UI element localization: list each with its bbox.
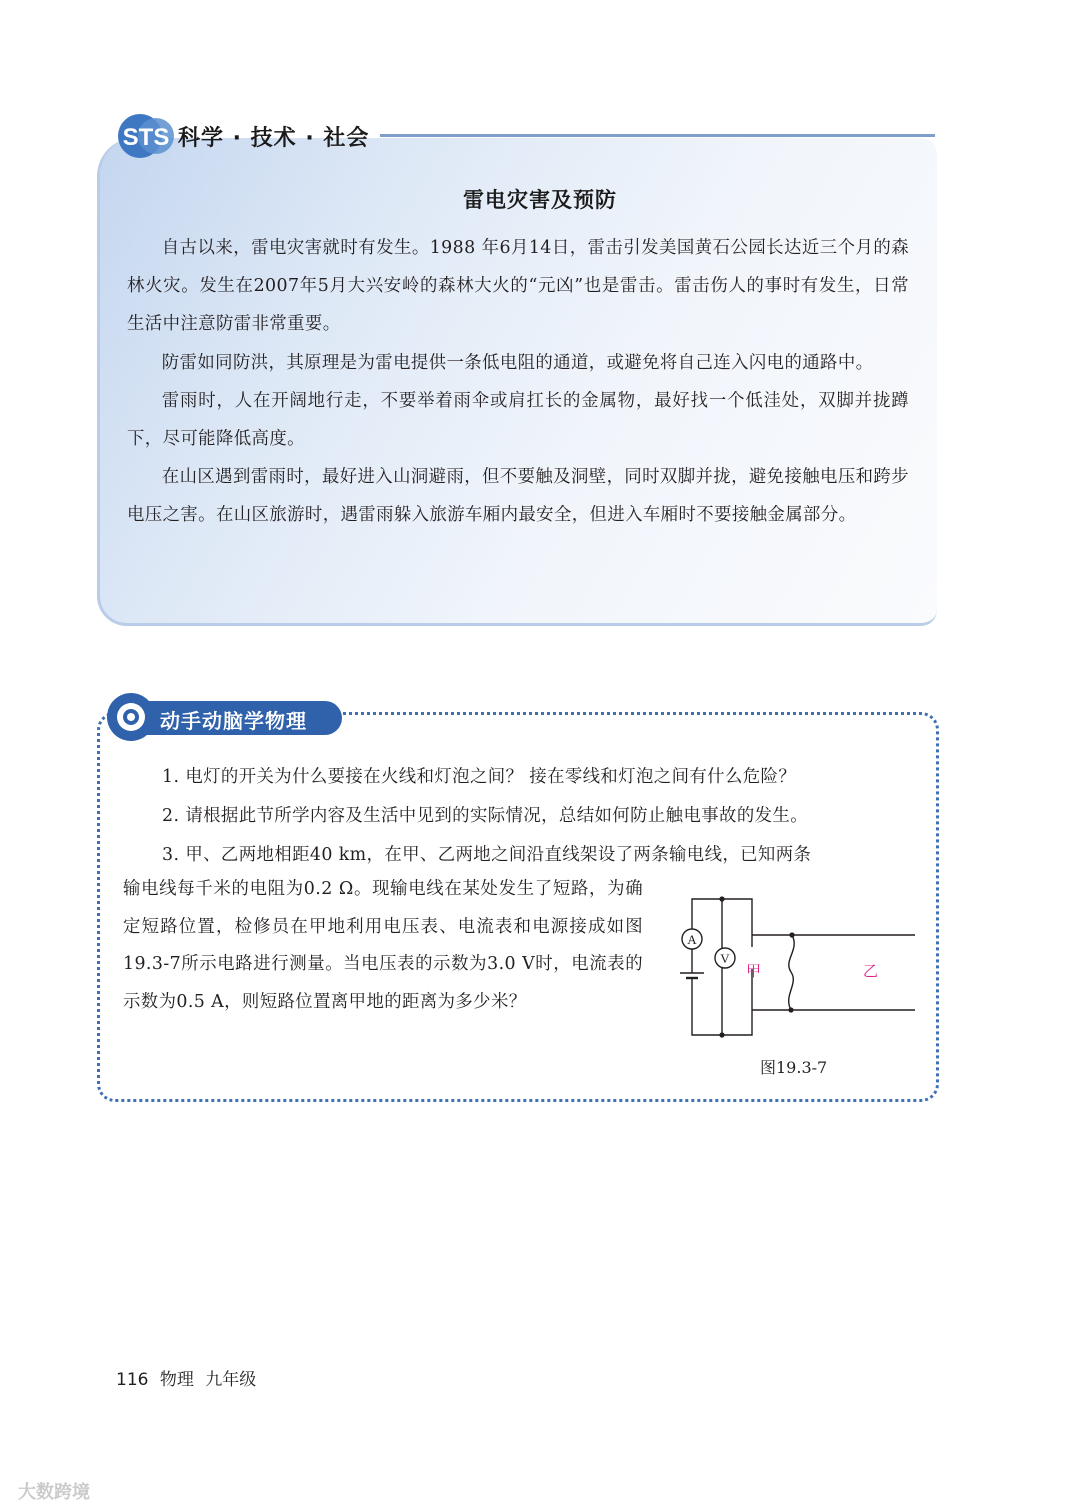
sts-logo <box>116 112 176 160</box>
magnifier-icon <box>106 692 156 742</box>
wire <box>722 899 752 947</box>
sts-paragraph: 在山区遇到雷雨时，最好进入山洞避雨，但不要触及洞壁，同时双脚并拢，避免接触电压和跨步电压之害。在山区旅游时，遇雷雨躲入旅游车厢内最安全，但进入车厢时不要接触金属部分。 <box>127 467 910 526</box>
question-3-body: 输电线每千米的电阻为0.2 Ω。现输电线在某处发生了短路，为确定短路位置，检修员在甲地利用电压表、电流表和电源接成如图19.3-7所示电路进行测量。当电压表的示数为3.0 V时，电流表的示数为0.5 A，则短路位置离甲地的距离为多少米？ <box>123 879 643 1012</box>
sts-paragraph: 雷雨时，人在开阔地行走，不要举着雨伞或肩扛长的金属物，最好找一个低洼处，双脚并拢蹲下，尽可能降低高度。 <box>127 390 909 450</box>
short-circuit-wire <box>789 935 795 1010</box>
sts-paragraph: 防雷如同防洪，其原理是为雷电提供一条低电阻的通道，或避免将自己连入闪电的通路中。 <box>161 352 874 373</box>
watermark: 大数跨境 <box>18 1482 90 1503</box>
page-footer <box>116 1365 262 1390</box>
wire <box>692 982 722 1035</box>
question-3-first-line: 3. 甲、乙两地相距40 km，在甲、乙两地之间沿直线架设了两条输电线，已知两条 <box>162 845 812 865</box>
ammeter-label: A <box>687 932 697 947</box>
sts-header-rule <box>380 134 935 137</box>
junction-dot <box>788 1007 793 1012</box>
sts-paragraph: 自古以来，雷电灾害就时有发生。1988 年6月14日，雷击引发美国黄石公园长达近三个月的森林火灾。发生在2007年5月大兴安岭的森林大火的“元凶”也是雷击。雷击伤人的事时有发生，日常生活中注意防雷非常重要。 <box>127 238 909 335</box>
article-title: 雷电灾害及预防 <box>463 188 617 212</box>
sts-article-body <box>127 229 909 535</box>
wire <box>692 899 722 930</box>
location-yi-label: 乙 <box>863 962 879 980</box>
footer-subject: 物理 <box>159 1370 194 1390</box>
junction-dot <box>719 1032 724 1037</box>
page-number: 116 <box>116 1370 149 1390</box>
location-jia-label: 甲 <box>746 962 762 980</box>
hands-on-title: 动手动脑学物理 <box>160 709 307 733</box>
footer-grade: 九年级 <box>205 1370 257 1390</box>
junction-dot <box>719 896 724 901</box>
circuit-diagram <box>675 890 920 1040</box>
question-1: 1. 电灯的开关为什么要接在火线和灯泡之间？ 接在零线和灯泡之间有什么危险？ <box>162 767 797 787</box>
sts-header-title: 科学 · 技术 · 社会 <box>178 126 370 151</box>
figure-caption: 图19.3-7 <box>760 1058 828 1077</box>
voltmeter-label: V <box>720 951 730 966</box>
sts-logo-text: STS <box>122 124 170 151</box>
junction-dot <box>789 932 794 937</box>
question-2: 2. 请根据此节所学内容及生活中见到的实际情况，总结如何防止触电事故的发生。 <box>162 806 808 826</box>
